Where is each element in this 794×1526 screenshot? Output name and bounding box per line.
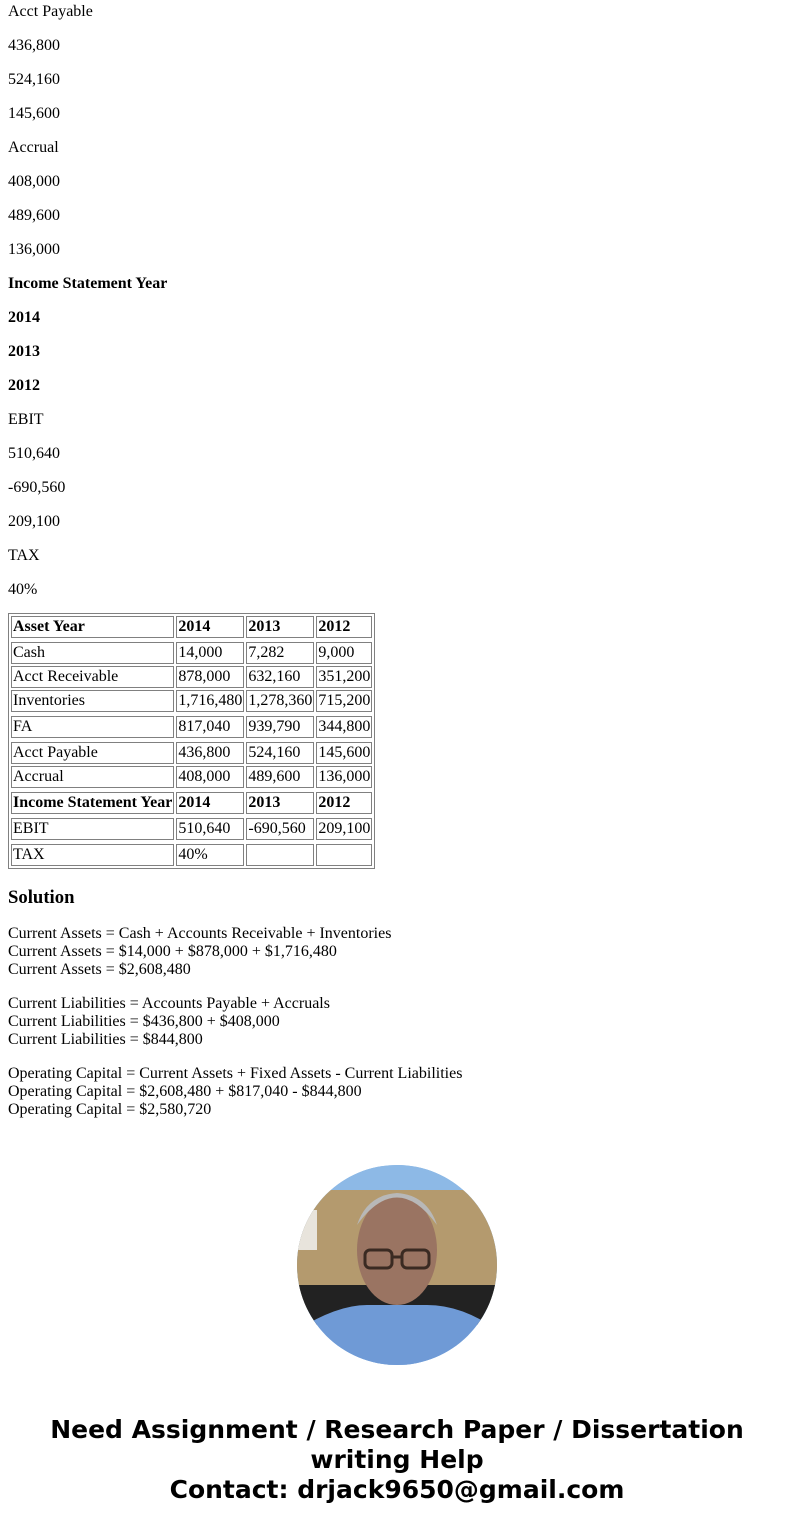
calculation-line: Current Liabilities = $436,800 + $408,000 bbox=[8, 1013, 280, 1030]
contact-banner bbox=[8, 1415, 786, 1505]
value-cell: 489,600 bbox=[246, 766, 314, 788]
banner-line-1: Need Assignment / Research Paper / Dissertation bbox=[50, 1415, 744, 1444]
row-label-cell: EBIT bbox=[11, 818, 174, 840]
table-header-row bbox=[11, 792, 372, 814]
value-cell: 136,000 bbox=[316, 766, 372, 788]
value-cell: 436,800 bbox=[176, 742, 244, 764]
paragraph: 40% bbox=[8, 581, 38, 598]
paragraph: 2014 bbox=[8, 309, 40, 326]
table-row bbox=[11, 766, 372, 788]
value-cell: 14,000 bbox=[176, 642, 244, 664]
row-label-cell: Accrual bbox=[11, 766, 174, 788]
value-cell: 145,600 bbox=[316, 742, 372, 764]
row-label-cell: Acct Payable bbox=[11, 742, 174, 764]
row-label-cell: TAX bbox=[11, 844, 174, 866]
row-label-cell: Asset Year bbox=[11, 616, 174, 638]
calculation-line: Operating Capital = Current Assets + Fixed Assets - Current Liabilities bbox=[8, 1065, 463, 1082]
calculation-line: Current Liabilities = $844,800 bbox=[8, 1031, 203, 1048]
table-row bbox=[11, 716, 372, 738]
value-cell: 209,100 bbox=[316, 818, 372, 840]
value-cell: 715,200 bbox=[316, 690, 372, 712]
solution-calculation bbox=[8, 995, 786, 1049]
paragraph: 510,640 bbox=[8, 445, 60, 462]
value-cell: 2014 bbox=[176, 792, 244, 814]
value-cell: 510,640 bbox=[176, 818, 244, 840]
solution-heading: Solution bbox=[8, 887, 75, 908]
value-cell: 344,800 bbox=[316, 716, 372, 738]
value-cell: 1,278,360 bbox=[246, 690, 314, 712]
row-label-cell: Cash bbox=[11, 642, 174, 664]
value-cell: 817,040 bbox=[176, 716, 244, 738]
value-cell bbox=[316, 844, 372, 866]
financial-data-table bbox=[8, 613, 375, 869]
pre-table-paragraphs bbox=[8, 3, 786, 599]
value-cell: 524,160 bbox=[246, 742, 314, 764]
paragraph: 436,800 bbox=[8, 37, 60, 54]
row-label-cell: Inventories bbox=[11, 690, 174, 712]
value-cell bbox=[246, 844, 314, 866]
value-cell: 632,160 bbox=[246, 666, 314, 688]
paragraph: Acct Payable bbox=[8, 3, 93, 20]
value-cell: 878,000 bbox=[176, 666, 244, 688]
table-row bbox=[11, 742, 372, 764]
table-row bbox=[11, 818, 372, 840]
value-cell: 2013 bbox=[246, 616, 314, 638]
value-cell: 7,282 bbox=[246, 642, 314, 664]
solution-section bbox=[8, 887, 786, 1119]
value-cell: 351,200 bbox=[316, 666, 372, 688]
paragraph: -690,560 bbox=[8, 479, 66, 496]
table-row bbox=[11, 666, 372, 688]
document-body bbox=[0, 3, 794, 1505]
paragraph: 2013 bbox=[8, 343, 40, 360]
calculation-line: Current Assets = $2,608,480 bbox=[8, 961, 191, 978]
value-cell: 939,790 bbox=[246, 716, 314, 738]
paragraph: 489,600 bbox=[8, 207, 60, 224]
paragraph: 2012 bbox=[8, 377, 40, 394]
row-label-cell: FA bbox=[11, 716, 174, 738]
author-avatar bbox=[297, 1165, 497, 1365]
paragraph: 136,000 bbox=[8, 241, 60, 258]
paragraph: Income Statement Year bbox=[8, 275, 168, 292]
value-cell: 2014 bbox=[176, 616, 244, 638]
table-row bbox=[11, 642, 372, 664]
value-cell: 40% bbox=[176, 844, 244, 866]
calculation-line: Operating Capital = $2,608,480 + $817,040 - $844,800 bbox=[8, 1083, 362, 1100]
solution-calculation bbox=[8, 925, 786, 979]
value-cell: 9,000 bbox=[316, 642, 372, 664]
row-label-cell: Acct Receivable bbox=[11, 666, 174, 688]
value-cell: 2012 bbox=[316, 792, 372, 814]
paragraph: TAX bbox=[8, 547, 40, 564]
paragraph: 524,160 bbox=[8, 71, 60, 88]
paragraph: Accrual bbox=[8, 139, 59, 156]
value-cell: 2012 bbox=[316, 616, 372, 638]
value-cell: 1,716,480 bbox=[176, 690, 244, 712]
value-cell: -690,560 bbox=[246, 818, 314, 840]
banner-line-2: writing Help bbox=[310, 1445, 484, 1474]
paragraph: 209,100 bbox=[8, 513, 60, 530]
row-label-cell: Income Statement Year bbox=[11, 792, 174, 814]
value-cell: 408,000 bbox=[176, 766, 244, 788]
solution-calculation bbox=[8, 1065, 786, 1119]
calculation-line: Current Assets = $14,000 + $878,000 + $1,716,480 bbox=[8, 943, 337, 960]
calculation-line: Operating Capital = $2,580,720 bbox=[8, 1101, 212, 1118]
paragraph: EBIT bbox=[8, 411, 44, 428]
table-row bbox=[11, 690, 372, 712]
paragraph: 145,600 bbox=[8, 105, 60, 122]
paragraph: 408,000 bbox=[8, 173, 60, 190]
calculation-line: Current Assets = Cash + Accounts Receivable + Inventories bbox=[8, 925, 392, 942]
banner-contact-email[interactable]: Contact: drjack9650@gmail.com bbox=[169, 1475, 625, 1504]
calculation-line: Current Liabilities = Accounts Payable + Accruals bbox=[8, 995, 330, 1012]
table-row bbox=[11, 844, 372, 866]
table-header-row bbox=[11, 616, 372, 638]
author-photo-icon bbox=[297, 1165, 497, 1365]
value-cell: 2013 bbox=[246, 792, 314, 814]
